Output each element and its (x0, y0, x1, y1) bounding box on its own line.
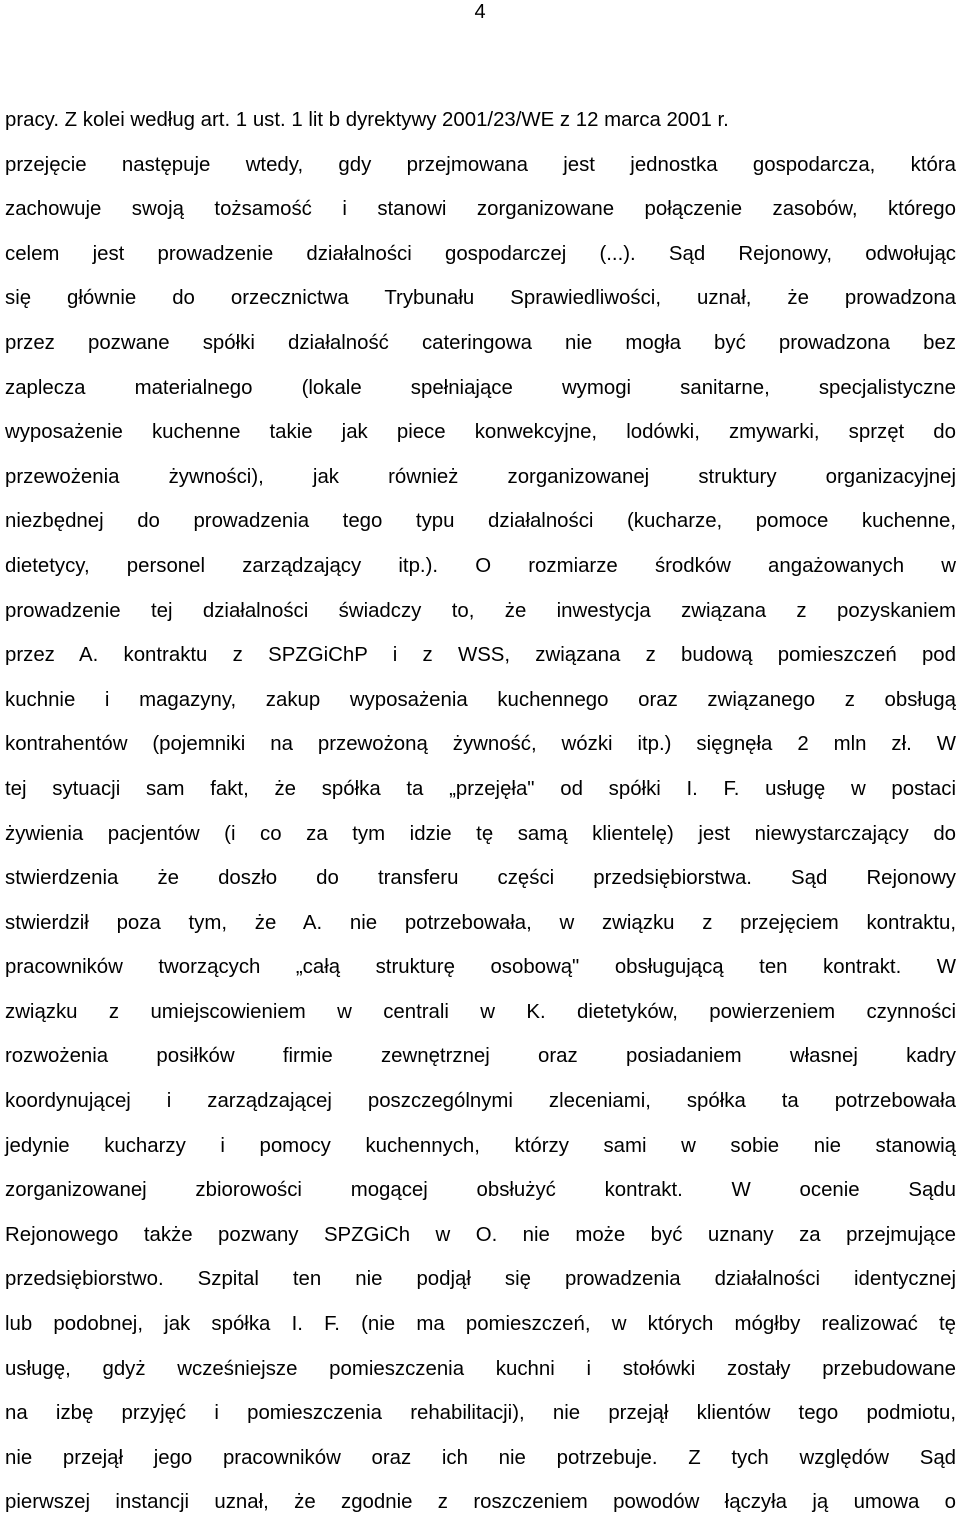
text-line: kontrahentów (pojemniki na przewożoną żywność, wózki itp.) sięgnęła 2 mln zł. W (5, 733, 956, 756)
text-line: zorganizowanej zbiorowości mogącej obsłużyć kontrakt. W ocenie Sądu (5, 1179, 956, 1202)
text-line: na izbę przyjęć i pomieszczenia rehabilitacji), nie przejął klientów tego podmiotu, (5, 1402, 956, 1425)
text-line: rozwożenia posiłków firmie zewnętrznej oraz posiadaniem własnej kadry (5, 1045, 956, 1068)
text-line: przez A. kontraktu z SPZGiChP i z WSS, związana z budową pomieszczeń pod (5, 644, 956, 667)
text-line: stwierdzenia że doszło do transferu części przedsiębiorstwa. Sąd Rejonowy (5, 867, 956, 890)
text-line: pracowników tworzących „całą strukturę osobową" obsługującą ten kontrakt. W (5, 956, 956, 979)
text-line: pierwszej instancji uznał, że zgodnie z roszczeniem powodów łączyła ją umowa o (5, 1491, 956, 1514)
body-text (5, 98, 956, 1525)
text-line: dietetycy, personel zarządzający itp.). O rozmiarze środków angażowanych w (5, 554, 956, 577)
text-line: związku z umiejscowieniem w centrali w K. dietetyków, powierzeniem czynności (5, 1000, 956, 1023)
text-line: prowadzenie tej działalności świadczy to, że inwestycja związana z pozyskaniem (5, 599, 956, 622)
text-line: lub podobnej, jak spółka I. F. (nie ma pomieszczeń, w których mógłby realizować tę (5, 1313, 956, 1336)
text-line: się głównie do orzecznictwa Trybunału Sprawiedliwości, uznał, że prowadzona (5, 287, 956, 310)
text-line: przez pozwane spółki działalność cateringowa nie mogła być prowadzona bez (5, 331, 956, 354)
text-line: celem jest prowadzenie działalności gospodarczej (...). Sąd Rejonowy, odwołując (5, 242, 956, 265)
text-line: wyposażenie kuchenne takie jak piece konwekcyjne, lodówki, zmywarki, sprzęt do (5, 421, 956, 444)
text-line: tej sytuacji sam fakt, że spółka ta „przejęła" od spółki I. F. usługę w postaci (5, 777, 956, 800)
text-line: Rejonowego także pozwany SPZGiCh w O. nie może być uznany za przejmujące (5, 1223, 956, 1246)
text-line: przedsiębiorstwo. Szpital ten nie podjął się prowadzenia działalności identycznej (5, 1268, 956, 1291)
text-line: kuchnie i magazyny, zakup wyposażenia kuchennego oraz związanego z obsługą (5, 688, 956, 711)
text-line: przejęcie następuje wtedy, gdy przejmowana jest jednostka gospodarcza, która (5, 153, 956, 176)
text-line: żywienia pacjentów (i co za tym idzie tę samą klientelę) jest niewystarczający do (5, 822, 956, 845)
text-line: jedynie kucharzy i pomocy kuchennych, którzy sami w sobie nie stanowią (5, 1134, 956, 1157)
text-line: zaplecza materialnego (lokale spełniające wymogi sanitarne, specjalistyczne (5, 376, 956, 399)
text-line: niezbędnej do prowadzenia tego typu działalności (kucharze, pomoce kuchenne, (5, 510, 956, 533)
text-line: nie przejął jego pracowników oraz ich nie potrzebuje. Z tych względów Sąd (5, 1446, 956, 1469)
text-line: przewożenia żywności), jak również zorganizowanej struktury organizacyjnej (5, 465, 956, 488)
text-line: zachowuje swoją tożsamość i stanowi zorganizowane połączenie zasobów, którego (5, 198, 956, 221)
text-line: pracy. Z kolei według art. 1 ust. 1 lit b dyrektywy 2001/23/WE z 12 marca 2001 r. (5, 109, 729, 131)
text-line: stwierdził poza tym, że A. nie potrzebowała, w związku z przejęciem kontraktu, (5, 911, 956, 934)
text-line: usługę, gdyż wcześniejsze pomieszczenia kuchni i stołówki zostały przebudowane (5, 1357, 956, 1380)
text-line: koordynującej i zarządzającej poszczególnymi zleceniami, spółka ta potrzebowała (5, 1090, 956, 1113)
page-number: 4 (474, 1, 486, 23)
